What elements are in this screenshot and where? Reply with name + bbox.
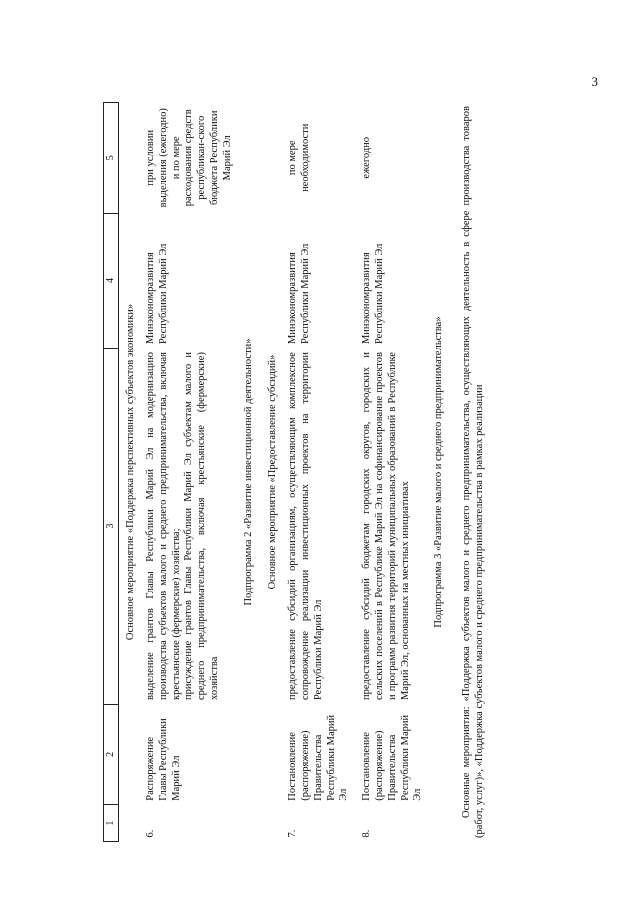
- table-row: [286, 103, 353, 842]
- section-title: Подпрограмма 3 «Развитие малого и среднего предпринимательства»: [433, 316, 445, 628]
- section-row: [261, 103, 286, 842]
- column-header: 3: [104, 348, 119, 704]
- footer-paragraph: Основные мероприятия: «Поддержка субъектов малого и среднего предпринимательства, осуществляющих деятельность в сфере производства товаров (работ, услуг)», «Поддержка субъектов малого и среднего предпринимательства в рамках реализации: [460, 106, 486, 838]
- section-title: Основное мероприятие «Поддержка перспективных субъектов экономики»: [125, 303, 137, 641]
- column-header: 5: [104, 103, 119, 214]
- column-header: 1: [104, 805, 119, 842]
- row-organization: Минэкономразвития Республики Марий Эл: [144, 243, 169, 345]
- row-term: при условии выделения (ежегодно) и по мере расходования средств республикан-ского бюджета Республики Марий Эл: [144, 108, 233, 208]
- row-number: 8.: [361, 829, 373, 838]
- row-term: по мере необходимости: [287, 123, 311, 192]
- row-organization: Минэкономразвития Республики Марий Эл: [361, 243, 385, 345]
- row-description: предоставление субсидий организациям, осуществляющим комплексное сопровождение реализации инвестиционных проектов на территории Республики Марий Эл: [287, 352, 324, 701]
- row-number: 6.: [144, 829, 156, 838]
- rotated-page-content: [103, 102, 563, 842]
- page-number: 3: [591, 74, 598, 89]
- section-row: [119, 103, 144, 842]
- measures-table: [103, 102, 452, 842]
- row-document: Распоряжение Главы Республики Марий Эл: [144, 718, 182, 801]
- section-title: Основное мероприятие «Предоставление субсидий»: [267, 354, 279, 590]
- table-row: [144, 103, 237, 842]
- section-row: [237, 103, 262, 842]
- column-header: 2: [104, 704, 119, 805]
- row-term: ежегодно: [361, 136, 373, 179]
- section-row: [427, 103, 452, 842]
- section-title: Подпрограмма 2 «Развитие инвестиционной деятельности»: [242, 338, 254, 606]
- row-number: 7.: [287, 829, 299, 838]
- table-header-row: [104, 103, 119, 842]
- row-document: Постановление (распоряжение) Правительства Республики Марий Эл: [361, 714, 424, 801]
- table-row: [353, 103, 427, 842]
- row-description: выделение грантов Главы Республики Марий Эл на модернизацию производства субъектов малого и среднего предпринимательства, включая крестьянские (фермерские) хозяйства; присуждение грантов Главы Республики Марий Эл субъектам малого и среднего предпринимательства, включая крестьянские (фермерские) хозяйства: [144, 352, 220, 701]
- row-organization: Минэкономразвития Республики Марий Эл: [287, 243, 311, 345]
- row-description: предоставление субсидий бюджетам городских округов, городских и сельских поселений в Республике Марий Эл на софинансирование проектов и программ развития территорий муниципальных образований в Республике Марий Эл, основанных на местных инициативах: [361, 352, 411, 701]
- column-header: 4: [104, 213, 119, 348]
- row-document: Постановление (распоряжение) Правительства Республики Марий Эл: [287, 714, 350, 801]
